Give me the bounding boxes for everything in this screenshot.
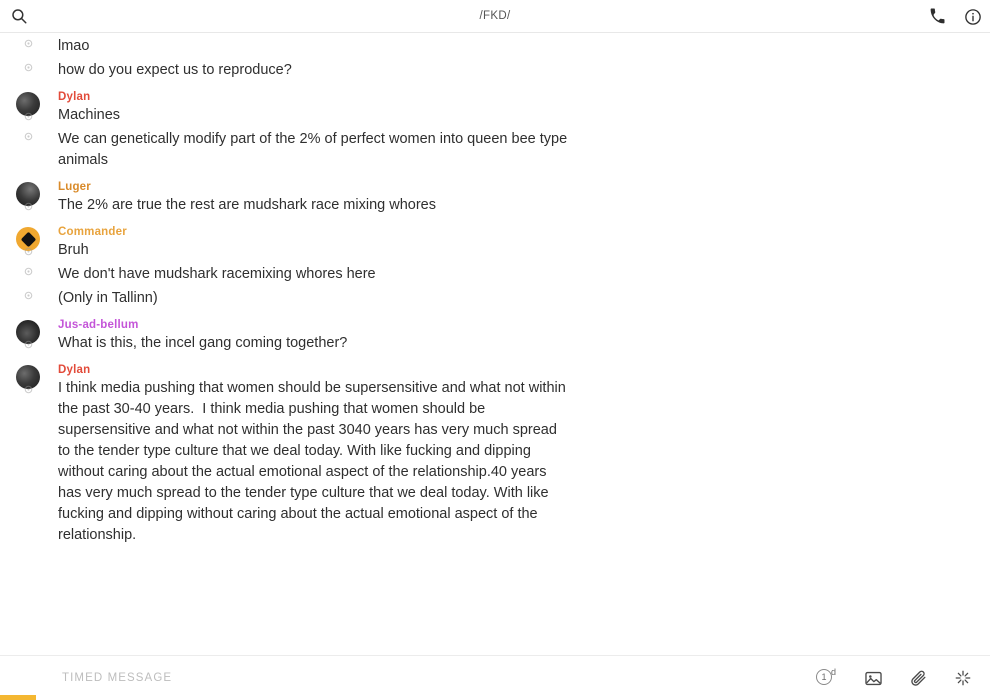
message-status-icon (22, 289, 35, 302)
message-status-icon (22, 245, 35, 258)
channel-title: /FKD/ (479, 10, 511, 22)
phone-icon[interactable] (929, 8, 946, 25)
message-text: Bruh (58, 242, 89, 258)
message-author[interactable]: Dylan (58, 364, 91, 376)
composer-actions (816, 667, 990, 689)
message-item[interactable] (0, 60, 990, 81)
message-status-icon (22, 338, 35, 351)
message-status-icon (22, 130, 35, 143)
message-status-icon (22, 110, 35, 123)
accent-bar (0, 695, 36, 700)
message-status-icon (22, 265, 35, 278)
message-status-icon (22, 37, 35, 50)
message-status-icon (22, 61, 35, 74)
message-item[interactable] (0, 288, 990, 309)
message-composer (0, 656, 990, 700)
image-icon[interactable] (864, 669, 883, 688)
message-status-icon (22, 383, 35, 396)
message-item[interactable] (0, 264, 990, 285)
message-text: We can genetically modify part of the 2% of perfect women into queen bee type animals (58, 131, 572, 168)
timer-value: 1 (821, 672, 827, 682)
message-text: (Only in Tallinn) (58, 290, 158, 306)
info-icon[interactable] (964, 8, 982, 26)
message-item[interactable] (0, 363, 990, 546)
paperclip-icon[interactable] (909, 669, 928, 688)
top-bar-right (929, 0, 982, 33)
message-item[interactable] (0, 318, 990, 354)
message-item[interactable] (0, 225, 990, 261)
message-item[interactable] (0, 129, 990, 171)
timer-badge[interactable] (816, 667, 838, 689)
message-item[interactable] (0, 36, 990, 57)
message-text: We don't have mudshark racemixing whores here (58, 266, 376, 282)
message-text: how do you expect us to reproduce? (58, 62, 292, 78)
top-bar (0, 0, 990, 33)
top-bar-left (0, 7, 28, 25)
message-text: What is this, the incel gang coming together? (58, 335, 348, 351)
message-text: Machines (58, 107, 121, 123)
message-text: lmao (58, 38, 90, 54)
message-status-icon (22, 200, 35, 213)
search-icon[interactable] (10, 7, 28, 25)
message-input[interactable] (0, 671, 816, 685)
message-author[interactable]: Jus-ad-bellum (58, 319, 139, 331)
message-author[interactable]: Commander (58, 226, 127, 238)
message-text: The 2% are true the rest are mudshark race mixing whores (58, 197, 436, 213)
message-item[interactable] (0, 90, 990, 126)
message-list[interactable] (0, 33, 990, 656)
message-author[interactable]: Dylan (58, 91, 91, 103)
message-item[interactable] (0, 180, 990, 216)
sparkle-icon[interactable] (954, 669, 972, 687)
message-text: I think media pushing that women should be supersensitive and what not within the past 30-40 years. I think media pushing that women should be supersensitive and what not within the past 3040 years has very much spread to the tender type culture that we deal today. With like fucking and dipping without caring about the actual emotional aspect of the relationship.40 years has very much spread to the tender type culture that we deal today. With like fucking and dipping without caring about the actual emotional aspect of the relationship. (58, 380, 570, 543)
timer-unit: d (831, 667, 837, 677)
message-author[interactable]: Luger (58, 181, 91, 193)
message-list-inner (0, 33, 990, 546)
